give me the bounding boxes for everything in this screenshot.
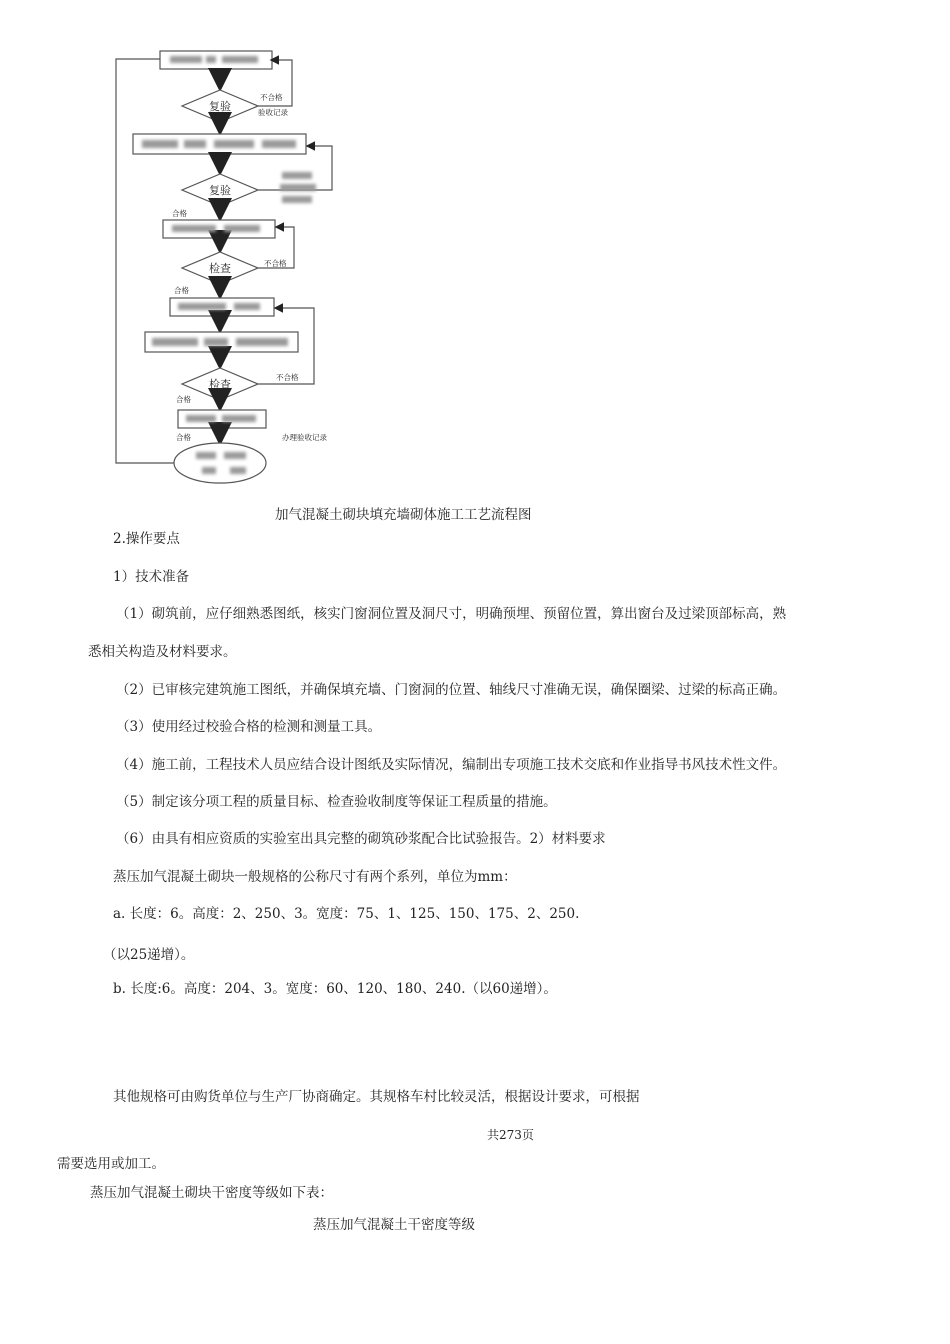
page-footer: 共273页 xyxy=(487,1128,534,1142)
recheck-label-2: 复验 xyxy=(209,184,231,197)
sub-title: 1）技术准备 xyxy=(113,569,190,585)
pass-label-4: 合格 xyxy=(176,433,191,442)
item-6: （6）由具有相应资质的实验室出具完整的砌筑砂浆配合比试验报告。2）材料要求 xyxy=(116,831,606,847)
spec-a-line-2: （以25递增）。 xyxy=(103,947,195,963)
density-intro: 蒸压加气混凝土砌块干密度等级如下表： xyxy=(90,1185,333,1201)
pass-label-2: 合格 xyxy=(174,286,189,295)
spec-b: b. 长度:6。高度：204、3。宽度：60、120、180、240.（以60递增）。 xyxy=(113,981,557,997)
process-flowchart xyxy=(100,30,340,500)
continuation-text: 需要选用或加工。 xyxy=(57,1156,165,1172)
figure-caption: 加气混凝土砌块填充墙砌体施工工艺流程图 xyxy=(275,507,532,523)
section-title: 2.操作要点 xyxy=(113,531,180,547)
fail-label-1: 不合格 xyxy=(260,93,283,102)
item-1-line-2: 悉相关构造及材料要求。 xyxy=(88,644,237,660)
item-5: （5）制定该分项工程的质量目标、检查验收制度等保证工程质量的措施。 xyxy=(116,794,557,810)
return-loop-line xyxy=(116,59,176,463)
item-3: （3）使用经过校验合格的检测和测量工具。 xyxy=(116,719,382,735)
record-label-1: 验收记录 xyxy=(258,108,288,117)
record-label-2: 办理验收记录 xyxy=(282,433,327,442)
spec-a-line-1: a. 长度：6。高度：2、250、3。宽度：75、1、125、150、175、2、250. xyxy=(113,906,580,922)
fail-label-3: 不合格 xyxy=(276,373,299,382)
recheck-label-1: 复验 xyxy=(209,100,231,113)
table-title: 蒸压加气混凝土干密度等级 xyxy=(313,1217,475,1233)
spec-intro: 蒸压加气混凝土砌块一般规格的公称尺寸有两个系列，单位为mm： xyxy=(113,869,517,885)
item-4: （4）施工前，工程技术人员应结合设计图纸及实际情况，编制出专项施工技术交底和作业指导书风技术性文件。 xyxy=(116,757,787,773)
item-2: （2）已审核完建筑施工图纸，并确保填充墙、门窗洞的位置、轴线尺寸准确无误，确保圈梁、过梁的标高正确。 xyxy=(116,682,787,698)
end-ellipse xyxy=(174,443,266,483)
inspect-label-1: 检查 xyxy=(209,262,231,275)
other-specs: 其他规格可由购货单位与生产厂协商确定。其规格车村比较灵活，根据设计要求，可根据 xyxy=(113,1089,640,1105)
item-1-line-1: （1）砌筑前，应仔细熟悉图纸，核实门窗洞位置及洞尺寸，明确预埋、预留位置，算出窗台及过梁顶部标高，熟 xyxy=(116,606,787,622)
fail-label-2: 不合格 xyxy=(264,259,287,268)
pass-label-1: 合格 xyxy=(172,209,187,218)
pass-label-3: 合格 xyxy=(176,395,191,404)
inspect-label-2: 检查 xyxy=(209,378,231,391)
